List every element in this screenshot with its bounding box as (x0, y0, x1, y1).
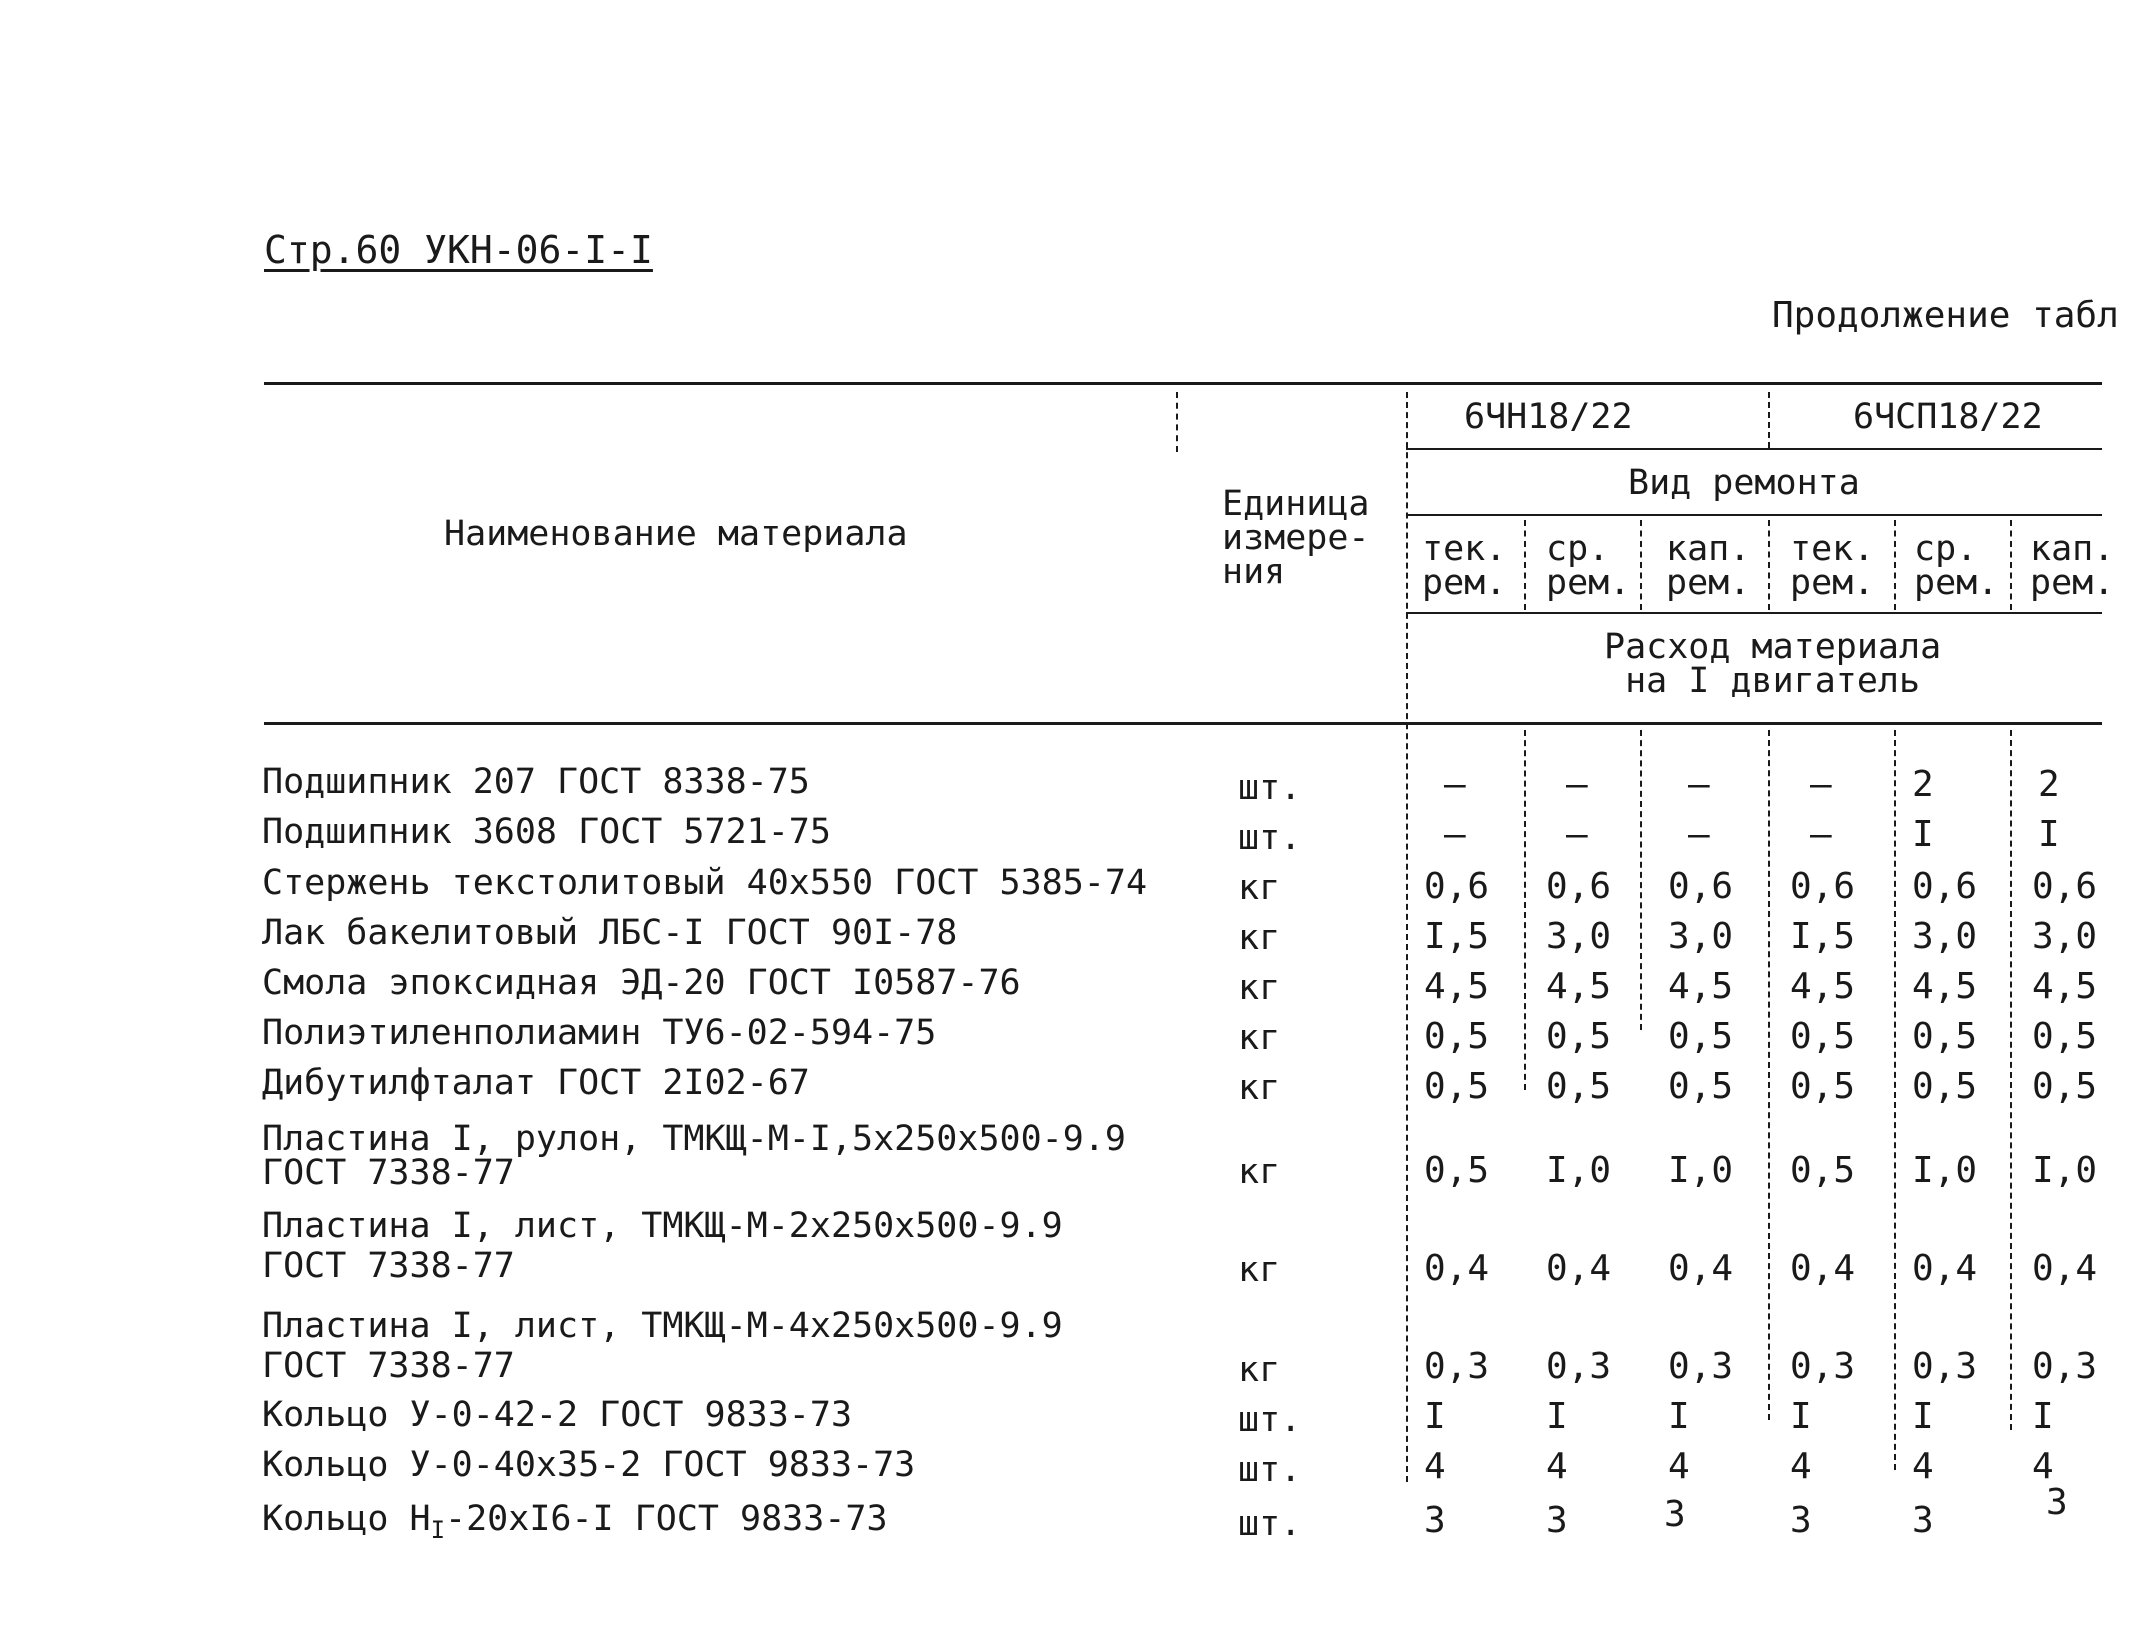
value-cell: I (1912, 814, 1934, 855)
value-cell: I (1668, 1396, 1690, 1437)
material-name: Подшипник 207 ГОСТ 8338-75 (262, 762, 810, 802)
value-cell: 4 (1668, 1446, 1690, 1487)
value-cell: I,0 (1546, 1150, 1612, 1191)
value-cell: 0,6 (1668, 866, 1734, 907)
header-repair-type (1790, 529, 1875, 603)
unit-cell: шт. (1238, 1450, 1302, 1490)
value-cell: 0,3 (1790, 1346, 1856, 1387)
value-cell: 4 (1424, 1446, 1446, 1487)
material-name-line: Пластина I, лист, ТМКЩ-М-2х250х500-9.9 (262, 1206, 1063, 1246)
material-name: Полиэтиленполиамин ТУ6-02-594-75 (262, 1013, 937, 1053)
value-cell: 4,5 (1546, 966, 1612, 1007)
value-cell: 0,4 (1546, 1248, 1612, 1289)
body-col-separator-2 (1640, 730, 1642, 1030)
value-cell: I,5 (1790, 916, 1856, 957)
value-cell: 4,5 (1912, 966, 1978, 1007)
unit-cell: кг (1238, 1250, 1281, 1290)
material-name-line: ГОСТ 7338-77 (262, 1246, 515, 1286)
value-cell: 4 (1546, 1446, 1568, 1487)
header-repair-type (1422, 529, 1507, 603)
value-cell: 0,6 (1424, 866, 1490, 907)
value-cell: 0,3 (1912, 1346, 1978, 1387)
value-cell: 2 (2038, 764, 2060, 805)
value-cell: – (1566, 814, 1588, 855)
engine-row-rule (1406, 448, 2102, 450)
value-cell: I,5 (1424, 916, 1490, 957)
material-name-line: ГОСТ 7338-77 (262, 1346, 515, 1386)
value-cell: 3 (1790, 1500, 1812, 1541)
body-col-separator-5 (2010, 730, 2012, 1430)
material-name (262, 1499, 888, 1547)
col-separator-4 (1894, 520, 1896, 610)
value-cell: 0,3 (2032, 1346, 2098, 1387)
value-cell: 0,6 (1546, 866, 1612, 907)
header-engine: 6ЧСП18/22 (1853, 397, 2043, 437)
value-cell: 0,3 (1546, 1346, 1612, 1387)
material-name (262, 1306, 1063, 1386)
value-cell: 0,4 (1790, 1248, 1856, 1289)
unit-cell: кг (1238, 1350, 1281, 1390)
value-cell: 3 (1546, 1500, 1568, 1541)
value-cell: 3 (1912, 1500, 1934, 1541)
header-unit-line: измере- (1222, 518, 1370, 558)
material-name-line: Пластина I, лист, ТМКЩ-М-4х250х500-9.9 (262, 1306, 1063, 1346)
value-cell: 0,5 (1668, 1066, 1734, 1107)
value-cell: 3,0 (2032, 916, 2098, 957)
material-name: Смола эпоксидная ЭД-20 ГОСТ I0587-76 (262, 963, 1021, 1003)
material-name: Кольцо У-0-40х35-2 ГОСТ 9833-73 (262, 1445, 916, 1485)
value-cell: 0,6 (1912, 866, 1978, 907)
value-cell: 0,5 (2032, 1066, 2098, 1107)
value-cell: 4 (1912, 1446, 1934, 1487)
value-cell: 4,5 (2032, 966, 2098, 1007)
value-cell: 4 (1790, 1446, 1812, 1487)
value-cell: 0,5 (1424, 1066, 1490, 1107)
value-cell: I (2038, 814, 2060, 855)
value-cell: 0,4 (1912, 1248, 1978, 1289)
col-separator-3 (1768, 520, 1770, 610)
col-separator-5 (2010, 520, 2012, 610)
value-cell: 0,4 (2032, 1248, 2098, 1289)
material-name-part: Кольцо Н (262, 1499, 431, 1539)
value-cell: 0,4 (1424, 1248, 1490, 1289)
value-cell: I (2032, 1396, 2054, 1437)
material-name-line: ГОСТ 7338-77 (262, 1153, 515, 1193)
material-name: Кольцо У-0-42-2 ГОСТ 9833-73 (262, 1395, 853, 1435)
value-cell: 3 (1664, 1494, 1686, 1535)
value-cell: 0,5 (1546, 1066, 1612, 1107)
value-cell: 2 (1912, 764, 1934, 805)
value-cell: 4 (2032, 1446, 2054, 1487)
engine-separator (1768, 392, 1770, 448)
header-repair-type-line: кап. (2030, 529, 2115, 569)
material-name (262, 1206, 1063, 1286)
repair-kind-rule (1406, 514, 2102, 516)
value-cell: – (1444, 814, 1466, 855)
value-cell: I,0 (1912, 1150, 1978, 1191)
body-col-separator-4 (1894, 730, 1896, 1470)
body-col-separator-1 (1524, 730, 1526, 1090)
unit-cell: шт. (1238, 1400, 1302, 1440)
page-reference: Стр.60 УКН-06-I-I (264, 228, 653, 272)
value-cell: 3 (1424, 1500, 1446, 1541)
value-cell: 0,4 (1668, 1248, 1734, 1289)
unit-cell: кг (1238, 868, 1281, 908)
header-repair-type-line: ср. (1914, 529, 1978, 569)
header-repair-type (2030, 529, 2115, 603)
value-cell: 0,6 (1790, 866, 1856, 907)
header-repair-type-line: рем. (1546, 563, 1631, 603)
value-cell: – (1444, 764, 1466, 805)
value-cell: I,0 (2032, 1150, 2098, 1191)
value-cell: I,0 (1668, 1150, 1734, 1191)
unit-cell: кг (1238, 968, 1281, 1008)
material-name: Стержень текстолитовый 40х550 ГОСТ 5385-74 (262, 863, 1148, 903)
header-consumption-line: Расход материала (1604, 627, 1942, 667)
unit-column-separator (1176, 392, 1178, 452)
value-cell: 3,0 (1668, 916, 1734, 957)
value-cell: 0,5 (2032, 1016, 2098, 1057)
header-repair-type-line: тек. (1422, 529, 1507, 569)
value-cell: – (1688, 764, 1710, 805)
header-repair-type-line: тек. (1790, 529, 1875, 569)
col-separator-2 (1640, 520, 1642, 610)
header-repair-type-line: ср. (1546, 529, 1610, 569)
value-cell: 4,5 (1424, 966, 1490, 1007)
unit-cell: шт. (1238, 818, 1302, 858)
header-repair-type-line: рем. (1790, 563, 1875, 603)
header-consumption (1604, 627, 1942, 701)
body-col-separator-3 (1768, 730, 1770, 1420)
repair-type-rule (1406, 612, 2102, 614)
value-cell: 4,5 (1790, 966, 1856, 1007)
unit-cell: кг (1238, 1018, 1281, 1058)
value-cell: 3,0 (1912, 916, 1978, 957)
value-cell: I (1912, 1396, 1934, 1437)
unit-cell: шт. (1238, 768, 1302, 808)
value-cell: 0,5 (1790, 1150, 1856, 1191)
value-cell: 0,5 (1668, 1016, 1734, 1057)
header-unit (1222, 484, 1370, 592)
header-repair-type (1546, 529, 1631, 603)
table-continuation-label: Продолжение табл (1772, 295, 2119, 336)
header-repair-type-line: рем. (1666, 563, 1751, 603)
header-unit-line: Единица (1222, 484, 1370, 524)
material-name: Подшипник 3608 ГОСТ 5721-75 (262, 812, 831, 852)
header-unit-line: ния (1222, 552, 1286, 592)
value-cell: 0,5 (1546, 1016, 1612, 1057)
values-column-separator (1406, 392, 1408, 1482)
header-repair-type (1666, 529, 1751, 603)
header-material-name: Наименование материала (444, 514, 908, 554)
value-cell: 0,5 (1790, 1016, 1856, 1057)
value-cell: 4,5 (1668, 966, 1734, 1007)
header-repair-type-line: кап. (1666, 529, 1751, 569)
header-repair-type-line: рем. (1422, 563, 1507, 603)
material-name: Лак бакелитовый ЛБС-I ГОСТ 90I-78 (262, 913, 958, 953)
material-name-subscript: I (430, 1516, 446, 1544)
material-name (262, 1119, 1126, 1193)
header-engine: 6ЧН18/22 (1464, 397, 1633, 437)
material-name: Дибутилфталат ГОСТ 2I02-67 (262, 1063, 810, 1103)
value-cell: I (1546, 1396, 1568, 1437)
value-cell: I (1790, 1396, 1812, 1437)
value-cell: 0,3 (1424, 1346, 1490, 1387)
material-name-part: -20хI6-I ГОСТ 9833-73 (445, 1499, 888, 1539)
value-cell: 0,5 (1424, 1150, 1490, 1191)
header-repair-type-line: рем. (1914, 563, 1999, 603)
value-cell: 0,5 (1424, 1016, 1490, 1057)
table-top-rule (264, 382, 2102, 385)
value-cell: 0,5 (1912, 1016, 1978, 1057)
value-cell: 3,0 (1546, 916, 1612, 957)
value-cell: – (1810, 764, 1832, 805)
value-cell: 0,3 (1668, 1346, 1734, 1387)
value-cell: 3 (2046, 1482, 2068, 1523)
value-cell: 0,5 (1912, 1066, 1978, 1107)
value-cell: I (1424, 1396, 1446, 1437)
header-consumption-line: на I двигатель (1625, 661, 1921, 701)
col-separator-1 (1524, 520, 1526, 610)
value-cell: 0,5 (1790, 1066, 1856, 1107)
unit-cell: кг (1238, 1068, 1281, 1108)
header-repair-kind: Вид ремонта (1628, 463, 1860, 503)
unit-cell: кг (1238, 1152, 1281, 1192)
header-repair-type (1914, 529, 1999, 603)
unit-cell: шт. (1238, 1504, 1302, 1544)
header-bottom-rule (264, 722, 2102, 725)
value-cell: 0,6 (2032, 866, 2098, 907)
material-name-line: Пластина I, рулон, ТМКЩ-М-I,5х250х500-9.9 (262, 1119, 1126, 1159)
value-cell: – (1688, 814, 1710, 855)
header-repair-type-line: рем. (2030, 563, 2115, 603)
value-cell: – (1566, 764, 1588, 805)
unit-cell: кг (1238, 918, 1281, 958)
value-cell: – (1810, 814, 1832, 855)
